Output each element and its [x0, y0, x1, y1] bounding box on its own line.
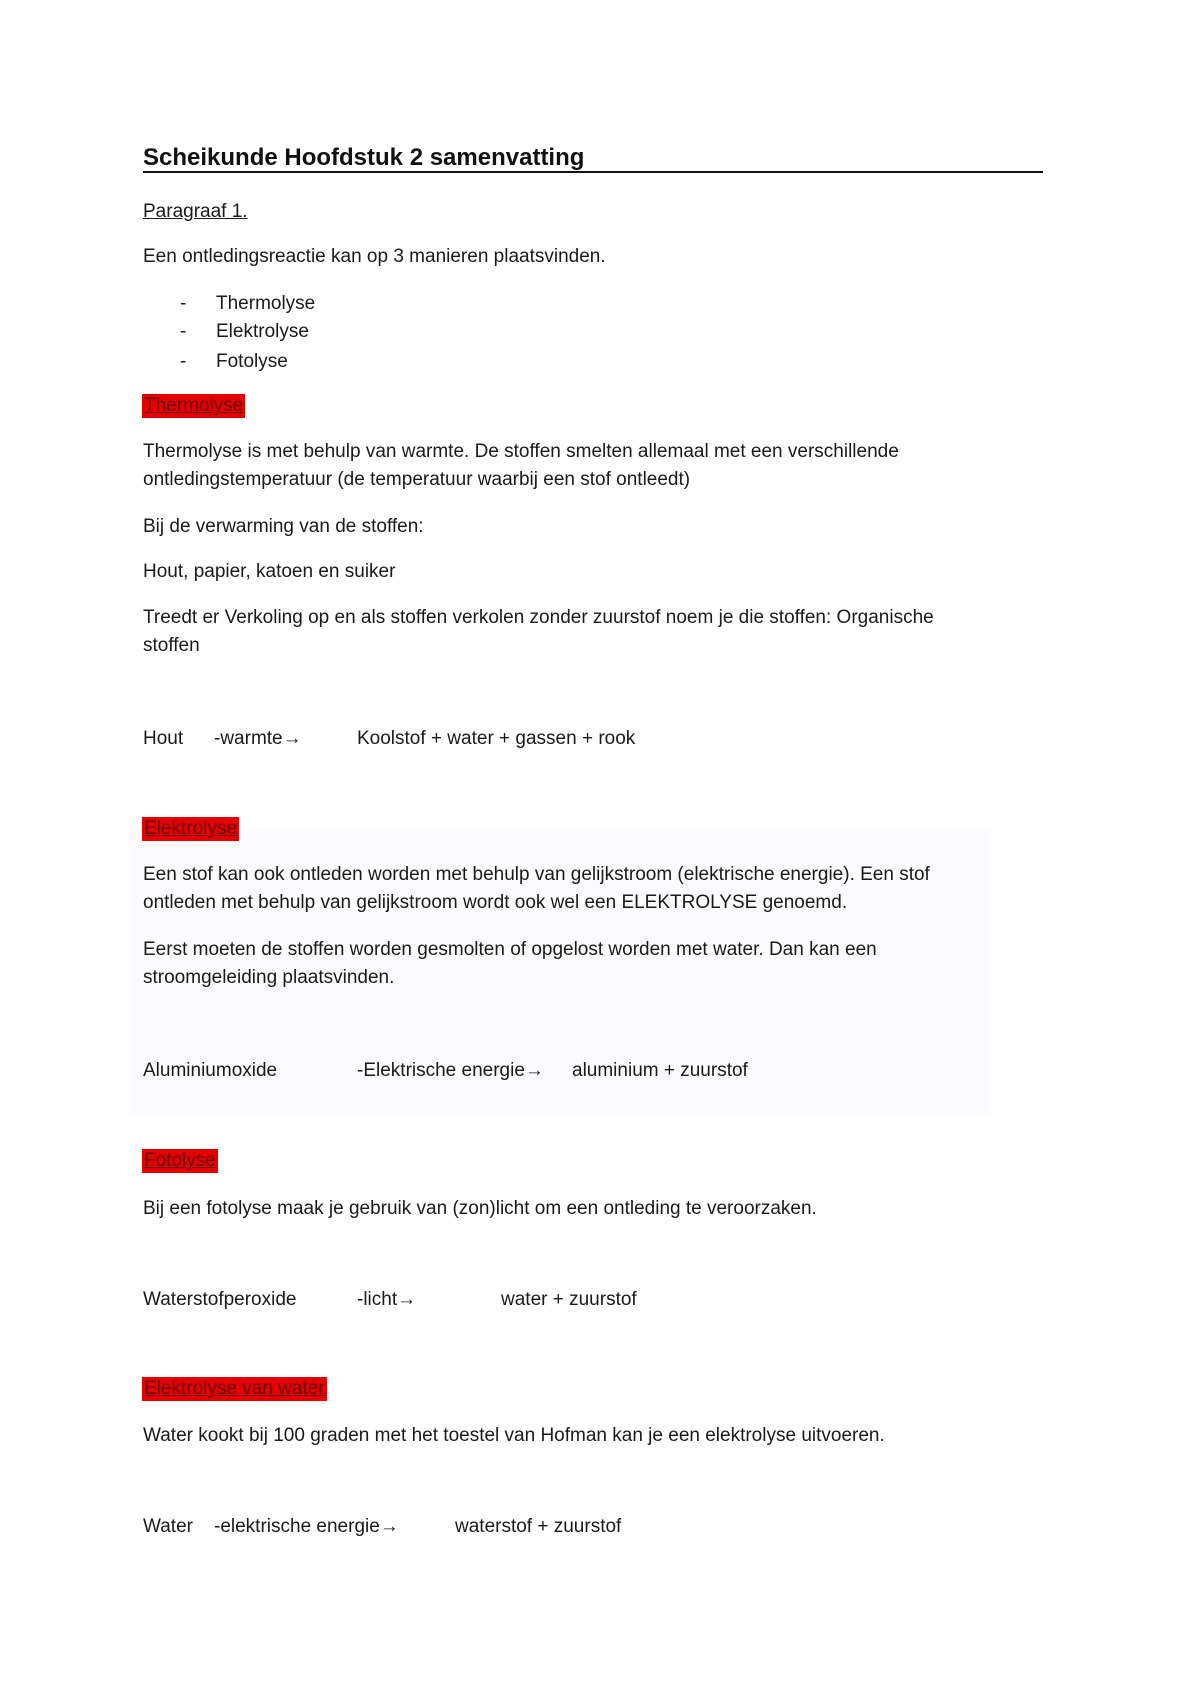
- list-item: Fotolyse: [216, 351, 288, 372]
- reaction-reactant: Aluminiumoxide: [143, 1060, 278, 1081]
- bullet-dash: -: [180, 351, 187, 372]
- thermolyse-paragraph: Hout, papier, katoen en suiker: [143, 561, 396, 582]
- section-heading-elektrolyse: Elektrolyse: [144, 818, 237, 839]
- elektrolyse-paragraph-line: Eerst moeten de stoffen worden gesmolten of opgelost worden met water. Dan kan een: [143, 939, 877, 960]
- section-heading-thermolyse: Thermolyse: [144, 395, 244, 416]
- reaction-products: aluminium + zuurstof: [572, 1060, 748, 1081]
- reaction-reactant: Water: [143, 1516, 193, 1537]
- elektrolyse-paragraph-line: Een stof kan ook ontleden worden met behulp van gelijkstroom (elektrische energie). Een stof: [143, 864, 930, 885]
- water-paragraph: Water kookt bij 100 graden met het toestel van Hofman kan je een elektrolyse uitvoeren.: [143, 1425, 885, 1446]
- intro-text: Een ontledingsreactie kan op 3 manieren plaatsvinden.: [143, 246, 606, 267]
- fotolyse-paragraph: Bij een fotolyse maak je gebruik van (zon)licht om een ontleding te veroorzaken.: [143, 1198, 817, 1219]
- thermolyse-paragraph: Bij de verwarming van de stoffen:: [143, 516, 424, 537]
- thermolyse-paragraph-line: stoffen: [143, 635, 200, 656]
- title-underline: [143, 171, 1043, 173]
- reaction-reactant: Waterstofperoxide: [143, 1289, 297, 1310]
- bullet-dash: -: [180, 321, 187, 342]
- elektrolyse-paragraph-line: stroomgeleiding plaatsvinden.: [143, 967, 395, 988]
- reaction-products: Koolstof + water + gassen + rook: [357, 728, 636, 749]
- thermolyse-paragraph-line: ontledingstemperatuur (de temperatuur waarbij een stof ontleedt): [143, 469, 691, 490]
- thermolyse-paragraph-line: Treedt er Verkoling op en als stoffen verkolen zonder zuurstof noem je die stoffen: Organische: [143, 607, 934, 628]
- list-item: Thermolyse: [216, 293, 316, 314]
- list-item: Elektrolyse: [216, 321, 309, 342]
- section-heading-water: Elektrolyse van water: [144, 1378, 325, 1399]
- paragraph-label: Paragraaf 1.: [143, 201, 248, 222]
- reaction-reactant: Hout: [143, 728, 184, 749]
- reaction-arrow: -licht→: [357, 1289, 417, 1310]
- elektrolyse-paragraph-line: ontleden met behulp van gelijkstroom wordt ook wel een ELEKTROLYSE genoemd.: [143, 892, 848, 913]
- page-title: Scheikunde Hoofdstuk 2 samenvatting: [143, 144, 585, 171]
- reaction-arrow: -Elektrische energie→: [357, 1060, 544, 1081]
- reaction-arrow: -elektrische energie→: [214, 1516, 399, 1537]
- reaction-products: water + zuurstof: [501, 1289, 637, 1310]
- bullet-dash: -: [180, 293, 187, 314]
- thermolyse-paragraph-line: Thermolyse is met behulp van warmte. De stoffen smelten allemaal met een verschillende: [143, 441, 899, 462]
- section-heading-fotolyse: Fotolyse: [144, 1150, 216, 1171]
- reaction-arrow: -warmte→: [214, 728, 302, 749]
- reaction-products: waterstof + zuurstof: [455, 1516, 622, 1537]
